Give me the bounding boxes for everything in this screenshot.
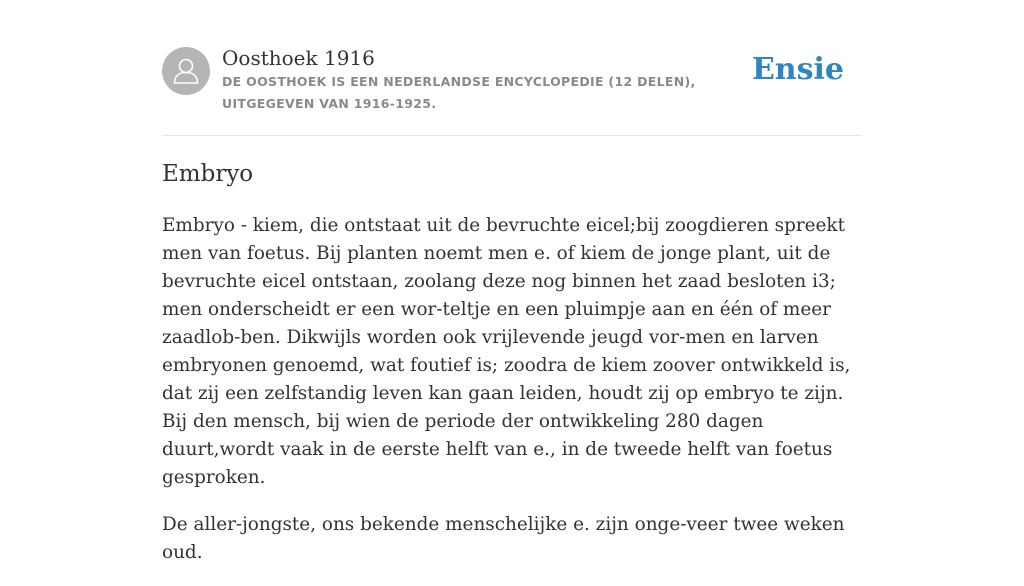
- avatar[interactable]: [162, 47, 210, 95]
- entry-body: [162, 212, 862, 586]
- user-icon: [162, 47, 210, 95]
- entry-paragraph: Embryo - kiem, die ontstaat uit de bevruchte eicel;bij zoogdieren spreekt men van foetus. Bij planten noemt men e. of kiem de jonge plant, uit de bevruchte eicel ontstaan, zoolang deze nog binnen het zaad besloten i3; men onderscheidt er een wor-teltje en een pluimpje aan en één of meer zaadlob-ben. Dikwijls worden ook vrijlevende jeugd vor-men en larven embryonen genoemd, wat foutief is; zoodra de kiem zoover ontwikkeld is, dat zij een zelfstandig leven kan gaan leiden, houdt zij op embryo te zijn. Bij den mensch, bij wien de periode der ontwikkeling 280 dagen duurt,wordt vaak in de eerste helft van e., in de tweede helft van foetus gesproken.: [162, 215, 851, 488]
- brand-logo[interactable]: Ensie: [751, 52, 844, 87]
- entry-title: Embryo: [162, 161, 254, 187]
- source-header: [162, 46, 862, 116]
- source-title[interactable]: Oosthoek 1916: [222, 46, 375, 70]
- source-description: DE OOSTHOEK IS EEN NEDERLANDSE ENCYCLOPEDIE (12 DELEN), UITGEGEVEN VAN 1916-1925.: [222, 74, 696, 111]
- header-divider: [162, 135, 862, 136]
- entry-paragraph: De aller-jongste, ons bekende menschelijke e. zijn onge-veer twee weken oud.: [162, 514, 845, 563]
